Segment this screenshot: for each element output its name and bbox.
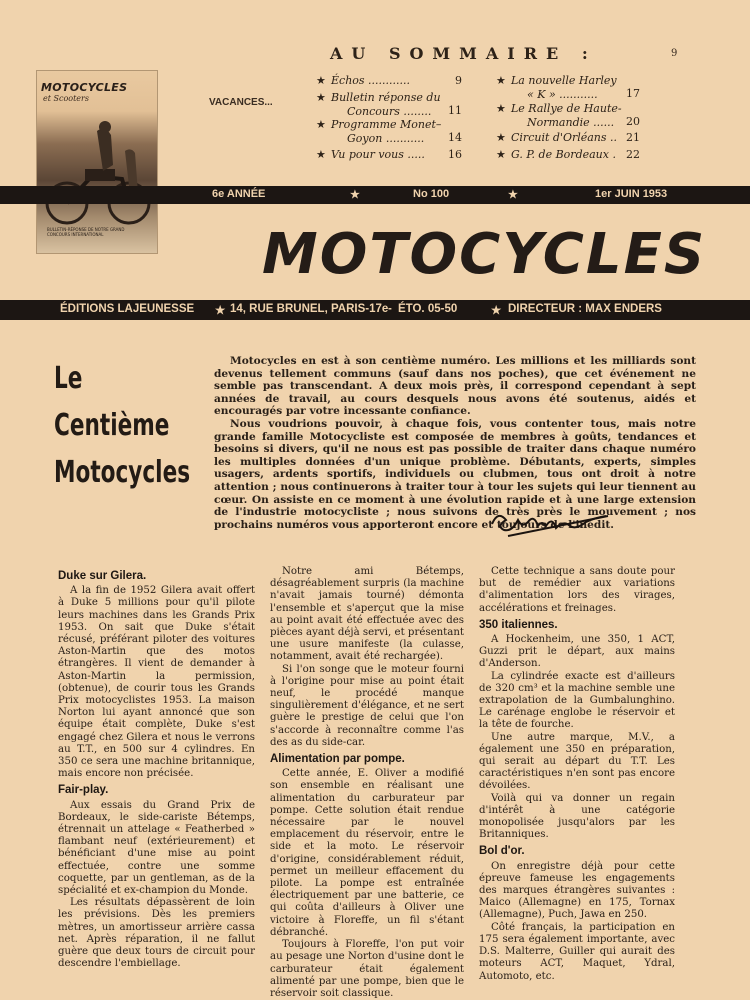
article-heading: Alimentation par pompe.: [270, 753, 405, 766]
toc-item-label: « K » ...........: [527, 87, 598, 101]
article-paragraph: Côté français, la participation en 175 sera également importante, avec D.S. Malterre, Guiller qui aurait des moteurs ACT, Maquet, Ydral, Automoto, etc.: [479, 921, 675, 982]
toc-item-label: Concours ........: [347, 104, 432, 118]
article-paragraph: Voilà qui va donner un regain d'intérêt à une catégorie monopolisée jusqu'alors par les Britanniques.: [479, 792, 675, 841]
cover-thumbnail: [36, 70, 158, 254]
star-icon: ★: [316, 74, 326, 87]
article-paragraph: On enregistre déjà pour cette épreuve fameuse les engagements des marques étrangères suivantes : Maico (Allemagne) en 175, Tornax (Allemagne), Puch, Jawa en 250.: [479, 860, 675, 921]
publisher-phone: ÉTO. 05-50: [398, 303, 458, 315]
article-heading: 350 italiennes.: [479, 618, 558, 631]
toc-item-page: 22: [626, 148, 640, 161]
toc-item-label: Circuit d'Orléans ..: [511, 131, 618, 144]
article-paragraph: Toujours à Floreffe, l'on put voir au pesage une Norton d'usine dont le carburateur était également alimenté par une pompe, bien que le réservoir soit classique.: [270, 939, 464, 999]
star-icon: ★: [508, 189, 518, 201]
cover-footer: BULLETIN-RÉPONSE DE NOTRE GRAND CONCOURS INTERNATIONAL: [47, 227, 125, 237]
toc-item[interactable]: [496, 74, 617, 101]
toc-item-label: G. P. de Bordeaux .: [511, 148, 616, 161]
toc-item-page: 16: [448, 148, 462, 161]
editorial-title: [54, 355, 191, 496]
separator: -: [388, 303, 392, 315]
publisher-bar: [0, 300, 750, 320]
article-paragraph: Aux essais du Grand Prix de Bordeaux, le side-cariste Bétemps, étrennait un attelage « Featherbed » flambant neuf (extérieurement) et bénéficiant d'une mise au point effectuée, contre une somme coquette, par un gentleman, as de la spécialité et ex-champion du Monde.: [58, 799, 255, 897]
star-icon: ★: [316, 148, 326, 161]
editorial-paragraph: Nous voudrions pouvoir, à chaque fois, vous contenter tous, mais notre grande famille Motocycliste est composée de membres à goûts, tendances et besoins si divers, qu'il ne nous est pas possible de traiter dans chaque numéro les multiples données d'un unique problème. Débutants, experts, simples usagers, ardents sportifs, individuels ou clubmen, tous ont droit à notre attention ; nous continuerons à traiter tour à tour les sujets qui leur tiennent au cœur. On assiste en ce moment à une évolution rapide et à une large extension de l'industrie motocycliste ; nous suivons de très près le mouvement ; nos prochains numéros vous apporteront encore et toujours de l'inédit.: [214, 417, 696, 531]
publisher-name: ÉDITIONS LAJEUNESSE: [60, 303, 195, 315]
issue-year: 6e ANNÉE: [212, 188, 266, 200]
editorial-title-line: Le: [54, 361, 83, 396]
article-paragraph: A Hockenheim, une 350, 1 ACT, Guzzi prit le départ, aux mains d'Anderson.: [479, 634, 675, 670]
toc-item-label: Normandie ......: [527, 115, 615, 129]
toc-item-label: Goyon ...........: [347, 131, 425, 145]
editorial-title-line: Motocycles: [54, 455, 191, 490]
editorial-paragraph: Motocycles en est à son centième numéro. Les millions et les milliards sont devenus tellement communs (sauf dans nos poches), que cet événement ne semble pas transcendant. A deux mois près, il correspond cependant à sept années de travail, au cours desquels nous avons été soutenus, aidés et encouragés par votre incessante confiance.: [214, 355, 696, 418]
column-1: [58, 566, 255, 971]
article-paragraph: Si l'on songe que le moteur fourni à l'origine pour mise au point était neuf, le procédé manque singulièrement d'élégance, et ne sert guère le prestige de celui que l'on s'accorde à reconnaître comme l'as des as du side-car.: [270, 663, 464, 748]
article-paragraph: Notre ami Bétemps, désagréablement surpris (la machine n'avait jamais tourné) démonta l'ensemble et s'aperçut que la mise au point avait été effectuée avec des pièces ayant déjà servi, et présentant une usure manifeste (la culasse, notamment, avait été rechargée).: [270, 566, 464, 663]
signature: [488, 502, 618, 546]
issue-bar: [0, 186, 750, 204]
toc-item-label: La nouvelle Harley: [511, 74, 617, 87]
column-3: [479, 566, 675, 983]
toc-item-page: 11: [448, 104, 462, 117]
toc-item-page: 9: [455, 74, 462, 87]
publisher-address: 14, RUE BRUNEL, PARIS-17e: [230, 303, 389, 315]
star-icon: ★: [215, 305, 226, 317]
toc-item[interactable]: [316, 118, 441, 145]
publisher-director: DIRECTEUR : MAX ENDERS: [508, 303, 662, 315]
vacances-caption: VACANCES...: [209, 97, 273, 108]
article-paragraph: Cette année, E. Oliver a modifié son ensemble en réalisant une alimentation du carburateur par pompe. Cette solution était rendue nécessaire par le nouvel emplacement du réservoir, entre le side et la moto. Le réservoir d'origine, considérablement réduit, permet un meilleur effacement du pilote. La pompe est entraînée électriquement par une batterie, ce qui coûta d'ailleurs à Oliver une victoire à Floreffe, un fil s'étant débranché.: [270, 768, 464, 938]
toc-item-page: 14: [448, 131, 462, 144]
article-paragraph: Une autre marque, M.V., a également une 350 en préparation, qui serait au départ du T.T. Les caractéristiques n'en sont pas encore dévoilées.: [479, 731, 675, 792]
cover-title: MOTOCYCLES: [41, 81, 128, 94]
column-2: [270, 566, 464, 1000]
article-paragraph: Cette technique a sans doute pour but de remédier aux variations d'alimentation lors des virages, accélérations et freinages.: [479, 566, 675, 614]
article-heading: Duke sur Gilera.: [58, 570, 147, 582]
editorial-text: [214, 355, 696, 531]
star-icon: ★: [496, 74, 506, 87]
toc-item-label: Vu pour vous .....: [331, 148, 425, 161]
star-icon: ★: [491, 305, 502, 317]
toc-item[interactable]: [496, 148, 616, 162]
article-paragraph: A la fin de 1952 Gilera avait offert à Duke 5 millions pour qu'il pilote leurs machines dans les Grands Prix 1953. On sait que Duke s'était récusé, préférant piloter des voitures Aston-Martin que des motos étrangères. Il vient de demander à Aston-Martin la permission, (obtenue), de courir tous les Grands Prix motocyclistes 1953. La maison Norton lui ayant annoncé que son équipe était complète, Duke s'est engagé chez Gilera et nous le verrons au T.T., en 500 sur 4 cylindres. En 350 ce sera une machine britannique, mais encore non précisée.: [58, 585, 255, 780]
star-icon: ★: [496, 148, 506, 161]
article-paragraph: La cylindrée exacte est d'ailleurs de 320 cm³ et la machine semble une extrapolation de la Gumbalunghino. Le carénage englobe le réservoir et la tête de fourche.: [479, 670, 675, 731]
star-icon: ★: [316, 118, 326, 131]
signature-icon: [488, 502, 618, 542]
article-heading: Fair-play.: [58, 784, 109, 797]
toc-item[interactable]: [496, 102, 622, 129]
star-icon: ★: [496, 102, 506, 115]
star-icon: ★: [350, 189, 360, 201]
toc-item[interactable]: [316, 148, 425, 162]
star-icon: ★: [496, 131, 506, 144]
toc-item-label: Échos ............: [331, 74, 410, 87]
sommaire-title: AU SOMMAIRE :: [330, 44, 597, 63]
article-paragraph: Les résultats dépassèrent de loin les prévisions. Dès les premiers mètres, un amortisseur arrière cassa net. Après réparation, il ne fallut guère que deux tours de circuit pour descendre l'embiellage.: [58, 897, 255, 970]
toc-item-page: 17: [626, 87, 640, 100]
page-number: 9: [671, 48, 678, 59]
toc-item-page: 20: [626, 115, 640, 128]
cover-subtitle: et Scooters: [43, 94, 89, 103]
star-icon: ★: [316, 91, 326, 104]
toc-item[interactable]: [316, 91, 441, 118]
article-heading: Bol d'or.: [479, 845, 525, 858]
masthead-title: MOTOCYCLES: [262, 222, 707, 287]
toc-item-label: Le Rallye de Haute-: [511, 102, 622, 115]
issue-number: No 100: [413, 188, 450, 200]
issue-date: 1er JUIN 1953: [595, 188, 668, 200]
toc-item-page: 21: [626, 131, 640, 144]
toc-item[interactable]: [496, 131, 617, 145]
toc-item-label: Bulletin réponse du: [331, 91, 441, 104]
editorial-title-line: Centième: [54, 408, 170, 443]
toc-item[interactable]: [316, 74, 410, 88]
toc-item-label: Programme Monet–: [331, 118, 442, 131]
